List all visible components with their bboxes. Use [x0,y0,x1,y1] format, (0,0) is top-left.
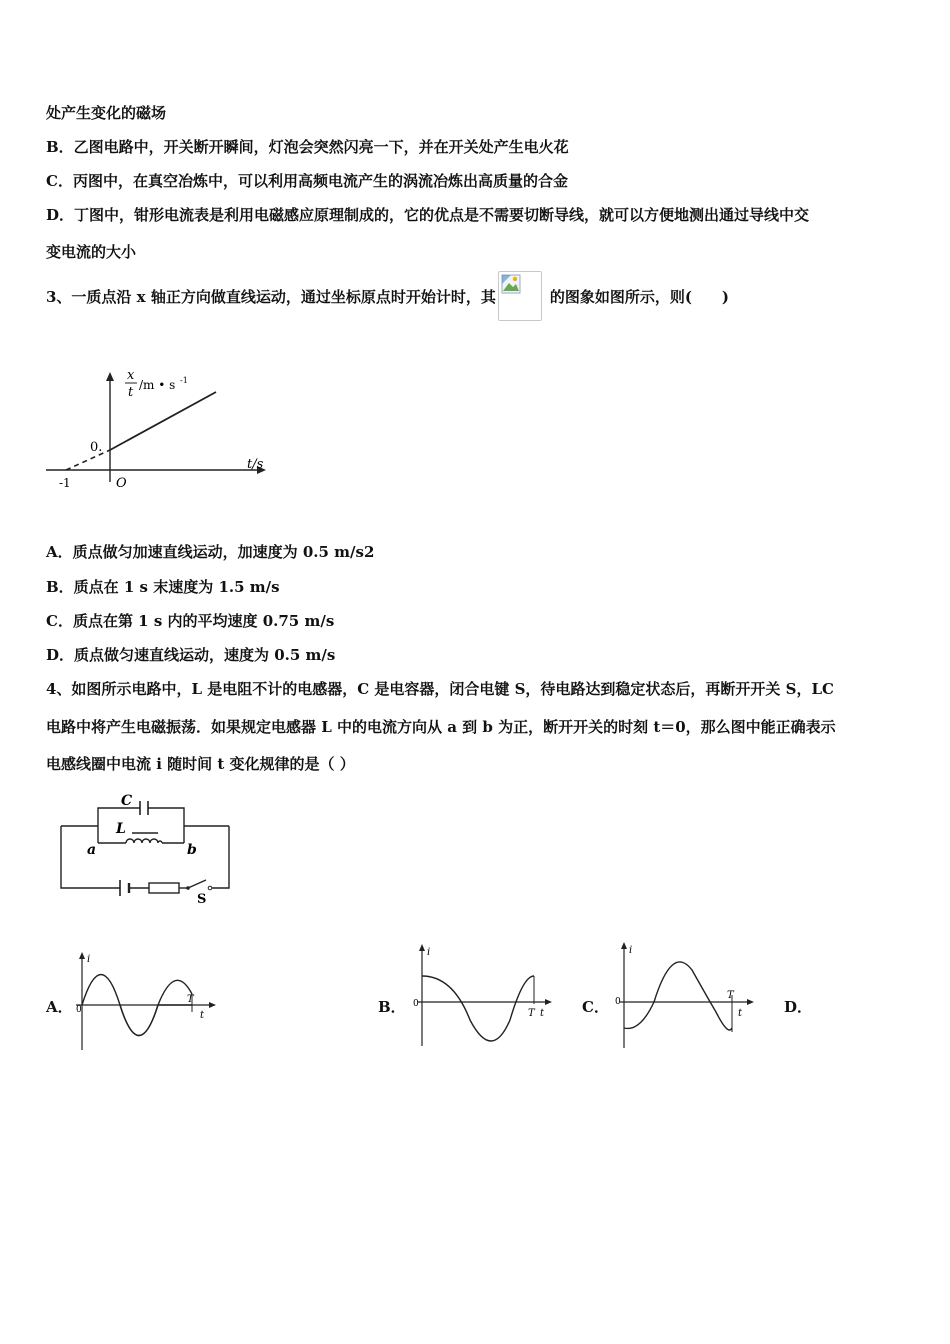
q2-continuation: 处产生变化的磁场 [46,104,167,122]
q2-option-c: C．丙图中，在真空冶炼中，可以利用高频电流产生的涡流冶炼出高质量的合金 [46,172,568,190]
broken-image-icon [498,271,542,321]
q3-xt-graph [44,362,274,497]
q2-option-b: B．乙图电路中，开关断开瞬间，灯泡会突然闪亮一下，并在开关处产生电火花 [46,138,569,156]
switch-contact [208,886,212,890]
q4-option-d-label: D． [784,998,813,1016]
q3-stem [46,270,729,322]
axis-arrow-icon [545,999,552,1005]
period-label: T [727,990,734,1001]
period-label: T [528,1008,535,1019]
inductor-label: L [116,821,126,837]
t-axis-label: t [200,1010,205,1021]
i-axis-label: i [629,945,633,956]
t-axis-label: t [738,1008,743,1019]
q4-stem-line1: 4、如图所示电路中，L 是电阻不计的电感器，C 是电容器，闭合电键 S，待电路达到稳定状态后，再断开开关 S，LC [46,680,834,698]
node-a-label: a [87,842,97,858]
neg-tick-label: -1 [59,476,71,490]
axis-arrow-icon [209,1002,216,1008]
q3-option-a: A．质点做匀加速直线运动，加速度为 0.5 m/s2 [46,543,375,561]
zero-label: 0 [76,1005,82,1015]
lc-circuit-diagram [54,788,244,908]
axis-arrow-icon [747,999,754,1005]
q4-option-c-label: C． [582,998,609,1016]
y-unit-exponent: -1 [180,376,188,385]
origin-label: O [116,476,127,491]
intercept-label: 0. [90,440,103,455]
q4-option-a-label: A． [46,998,73,1016]
q3-option-b: B．质点在 1 s 末速度为 1.5 m/s [46,578,280,596]
zero-label: 0 [413,999,419,1009]
q2-option-d: D．丁图中，钳形电流表是利用电磁感应原理制成的，它的优点是不需要切断导线，就可以方便地测出通过导线中交 [46,206,810,224]
q3-stem-after: 的图象如图所示，则( ) [549,287,730,306]
q4-graph-a [74,948,224,1056]
axis-arrow-icon [79,952,85,959]
node-b-label: b [187,842,197,858]
y-axis-arrow-icon [106,372,114,381]
q4-option-b-label: B． [378,998,406,1016]
q4-graph-b [408,942,558,1050]
zero-label: 0 [615,997,621,1007]
switch-pivot [186,886,190,890]
y-unit: /m • s [139,378,176,392]
q3-stem-before: 3、一质点沿 x 轴正方向做直线运动，通过坐标原点时开始计时，其 [46,287,496,306]
q3-option-c: C．质点在第 1 s 内的平均速度 0.75 m/s [46,612,335,630]
i-axis-label: i [427,947,431,958]
t-axis-label: t [540,1008,545,1019]
extrapolated-dashed-line [66,450,110,470]
q4-stem-line2: 电路中将产生电磁振荡．如果规定电感器 L 中的电流方向从 a 到 b 为正，断开开关的时刻 t＝0，那么图中能正确表示 [46,718,836,736]
q4-graph-c [610,940,760,1052]
data-line [110,392,216,450]
q4-stem-line3: 电感线圈中电流 i 随时间 t 变化规律的是（ ） [46,755,355,773]
y-label-denominator: t [128,385,134,400]
x-label: t/s [247,457,264,472]
period-label: T [187,994,194,1005]
q3-option-d: D．质点做匀速直线运动，速度为 0.5 m/s [46,646,336,664]
axis-arrow-icon [419,944,425,951]
capacitor-label: C [121,793,133,809]
switch-label: S [197,892,207,907]
i-axis-label: i [87,954,91,965]
y-label-numerator: x [127,368,135,383]
q2-option-d-cont: 变电流的大小 [46,243,137,261]
axis-arrow-icon [621,942,627,949]
